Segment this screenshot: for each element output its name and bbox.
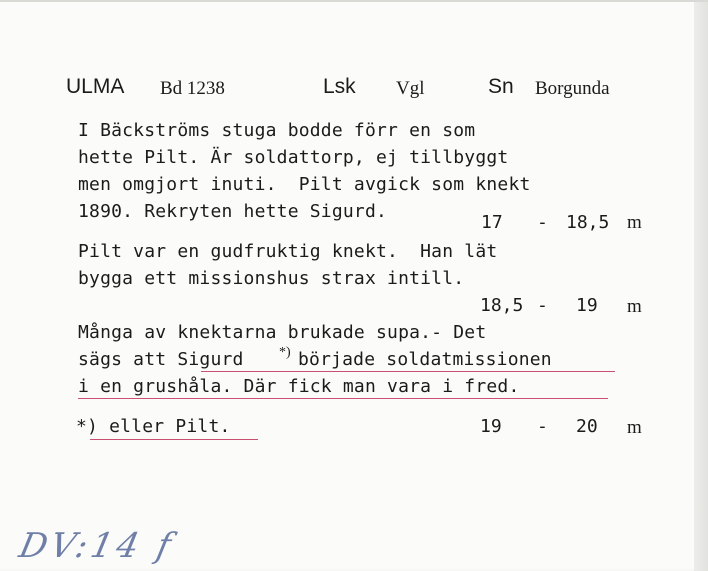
timecode-1-dash: - — [537, 212, 548, 233]
timecode-2-dash: - — [537, 295, 548, 316]
timecode-3-end: 20 — [576, 416, 598, 437]
volume-number: Bd 1238 — [160, 78, 225, 99]
underline-3 — [90, 439, 258, 440]
timecode-2-unit: m — [627, 296, 642, 317]
underline-1 — [201, 371, 615, 372]
timecode-2-start: 18,5 — [480, 295, 524, 316]
parish-code: ULMA — [66, 75, 125, 98]
text-line-4: 1890. Rekryten hette Sigurd. — [78, 201, 388, 222]
timecode-3-unit: m — [627, 417, 642, 438]
text-line-3: men omgjort inuti. Pilt avgick som knekt — [78, 174, 531, 195]
parish-value: Borgunda — [535, 78, 610, 99]
text-line-7: Många av knektarna brukade supa.- Det — [78, 322, 487, 343]
text-line-8a: sägs att Sigurd — [78, 349, 244, 370]
county-value: Vgl — [396, 78, 425, 99]
text-line-5: Pilt var en gudfruktig knekt. Han lät — [78, 241, 498, 262]
timecode-2-end: 19 — [576, 295, 598, 316]
timecode-3-dash: - — [537, 416, 548, 437]
text-line-1: I Bäckströms stuga bodde förr en som — [78, 120, 476, 141]
underline-2 — [78, 398, 608, 399]
timecode-1-end: 18,5 — [566, 212, 610, 233]
text-line-10: *) eller Pilt. — [76, 416, 231, 437]
text-line-9: i en grushåla. Där fick man vara i fred. — [78, 376, 520, 397]
parish-label: Sn — [488, 75, 514, 98]
text-line-6: bygga ett missionshus strax intill. — [78, 268, 465, 289]
card-edge — [694, 2, 708, 571]
timecode-3-start: 19 — [480, 416, 502, 437]
timecode-1-unit: m — [627, 212, 642, 233]
timecode-1-start: 17 — [481, 212, 503, 233]
handwritten-archive-note: DV:14 f — [15, 526, 179, 566]
text-line-2: hette Pilt. Är soldattorp, ej tillbyggt — [78, 147, 509, 168]
footnote-mark-inline: *) — [279, 345, 291, 360]
text-line-8b: började soldatmissionen — [298, 349, 552, 370]
county-label: Lsk — [323, 75, 356, 98]
